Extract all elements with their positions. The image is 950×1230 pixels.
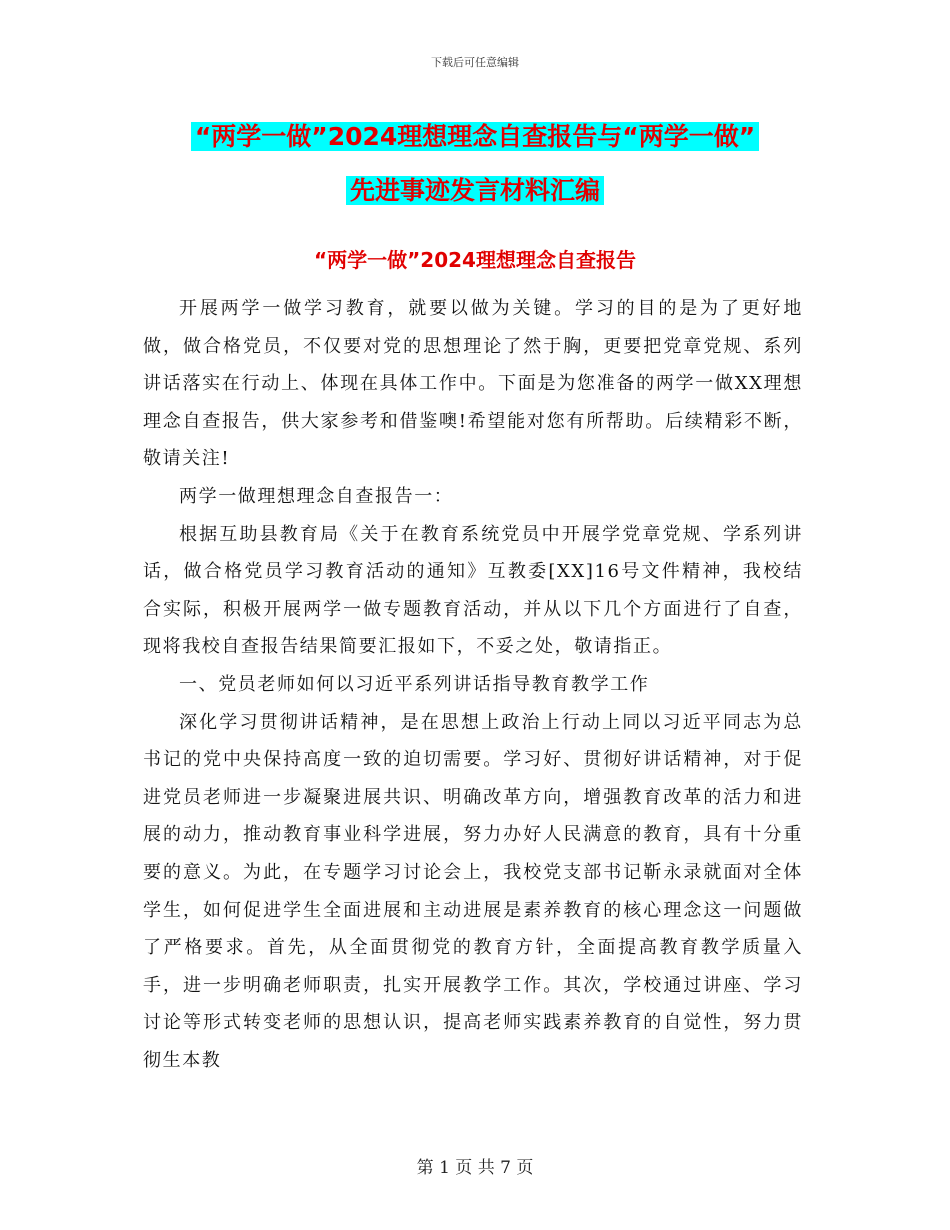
paragraph: 一、党员老师如何以习近平系列讲话指导教育教学工作 <box>179 673 650 695</box>
paragraph: 根据互助县教育局《关于在教育系统党员中开展学党章党规、学系列讲话，做合格党员学习教育活动的通知》互教委[XX]16号文件精神，我校结合实际，积极开展两学一做专题教育活动，并从以下几个方面进行了自查，现将我校自查报告结果简要汇报如下，不妥之处，敬请指正。 <box>143 523 803 658</box>
paragraph: 两学一做理想理念自查报告一： <box>179 485 454 507</box>
document-title <box>0 110 950 218</box>
title-line-1: “两学一做”2024理想理念自查报告与“两学一做” <box>191 122 759 151</box>
paragraph: 开展两学一做学习教育，就要以做为关键。学习的目的是为了更好地做，做合格党员，不仅要对党的思想理论了然于胸，更要把党章党规、系列讲话落实在行动上、体现在具体工作中。下面是为您准备的两学一做XX理想理念自查报告，供大家参考和借鉴噢!希望能对您有所帮助。后续精彩不断，敬请关注! <box>143 298 803 470</box>
header-note: 下载后可任意编辑 <box>431 56 519 69</box>
document-body <box>143 290 803 1079</box>
section-title: “两学一做”2024理想理念自查报告 <box>314 248 636 272</box>
title-line-2: 先进事迹发言材料汇编 <box>346 176 604 205</box>
paragraph: 深化学习贯彻讲话精神，是在思想上政治上行动上同以习近平同志为总书记的党中央保持高度一致的迫切需要。学习好、贯彻好讲话精神，对于促进党员老师进一步凝聚进展共识、明确改革方向，增强教育改革的活力和进展的动力，推动教育事业科学进展，努力办好人民满意的教育，具有十分重要的意义。为此，在专题学习讨论会上，我校党支部书记靳永录就面对全体学生，如何促进学生全面进展和主动进展是素养教育的核心理念这一问题做了严格要求。首先，从全面贯彻党的教育方针，全面提高教育教学质量入手，进一步明确老师职责，扎实开展教学工作。其次，学校通过讲座、学习讨论等形式转变老师的思想认识，提高老师实践素养教育的自觉性，努力贯彻生本教 <box>143 711 803 1071</box>
page-number: 第 1 页 共 7 页 <box>416 1158 534 1178</box>
